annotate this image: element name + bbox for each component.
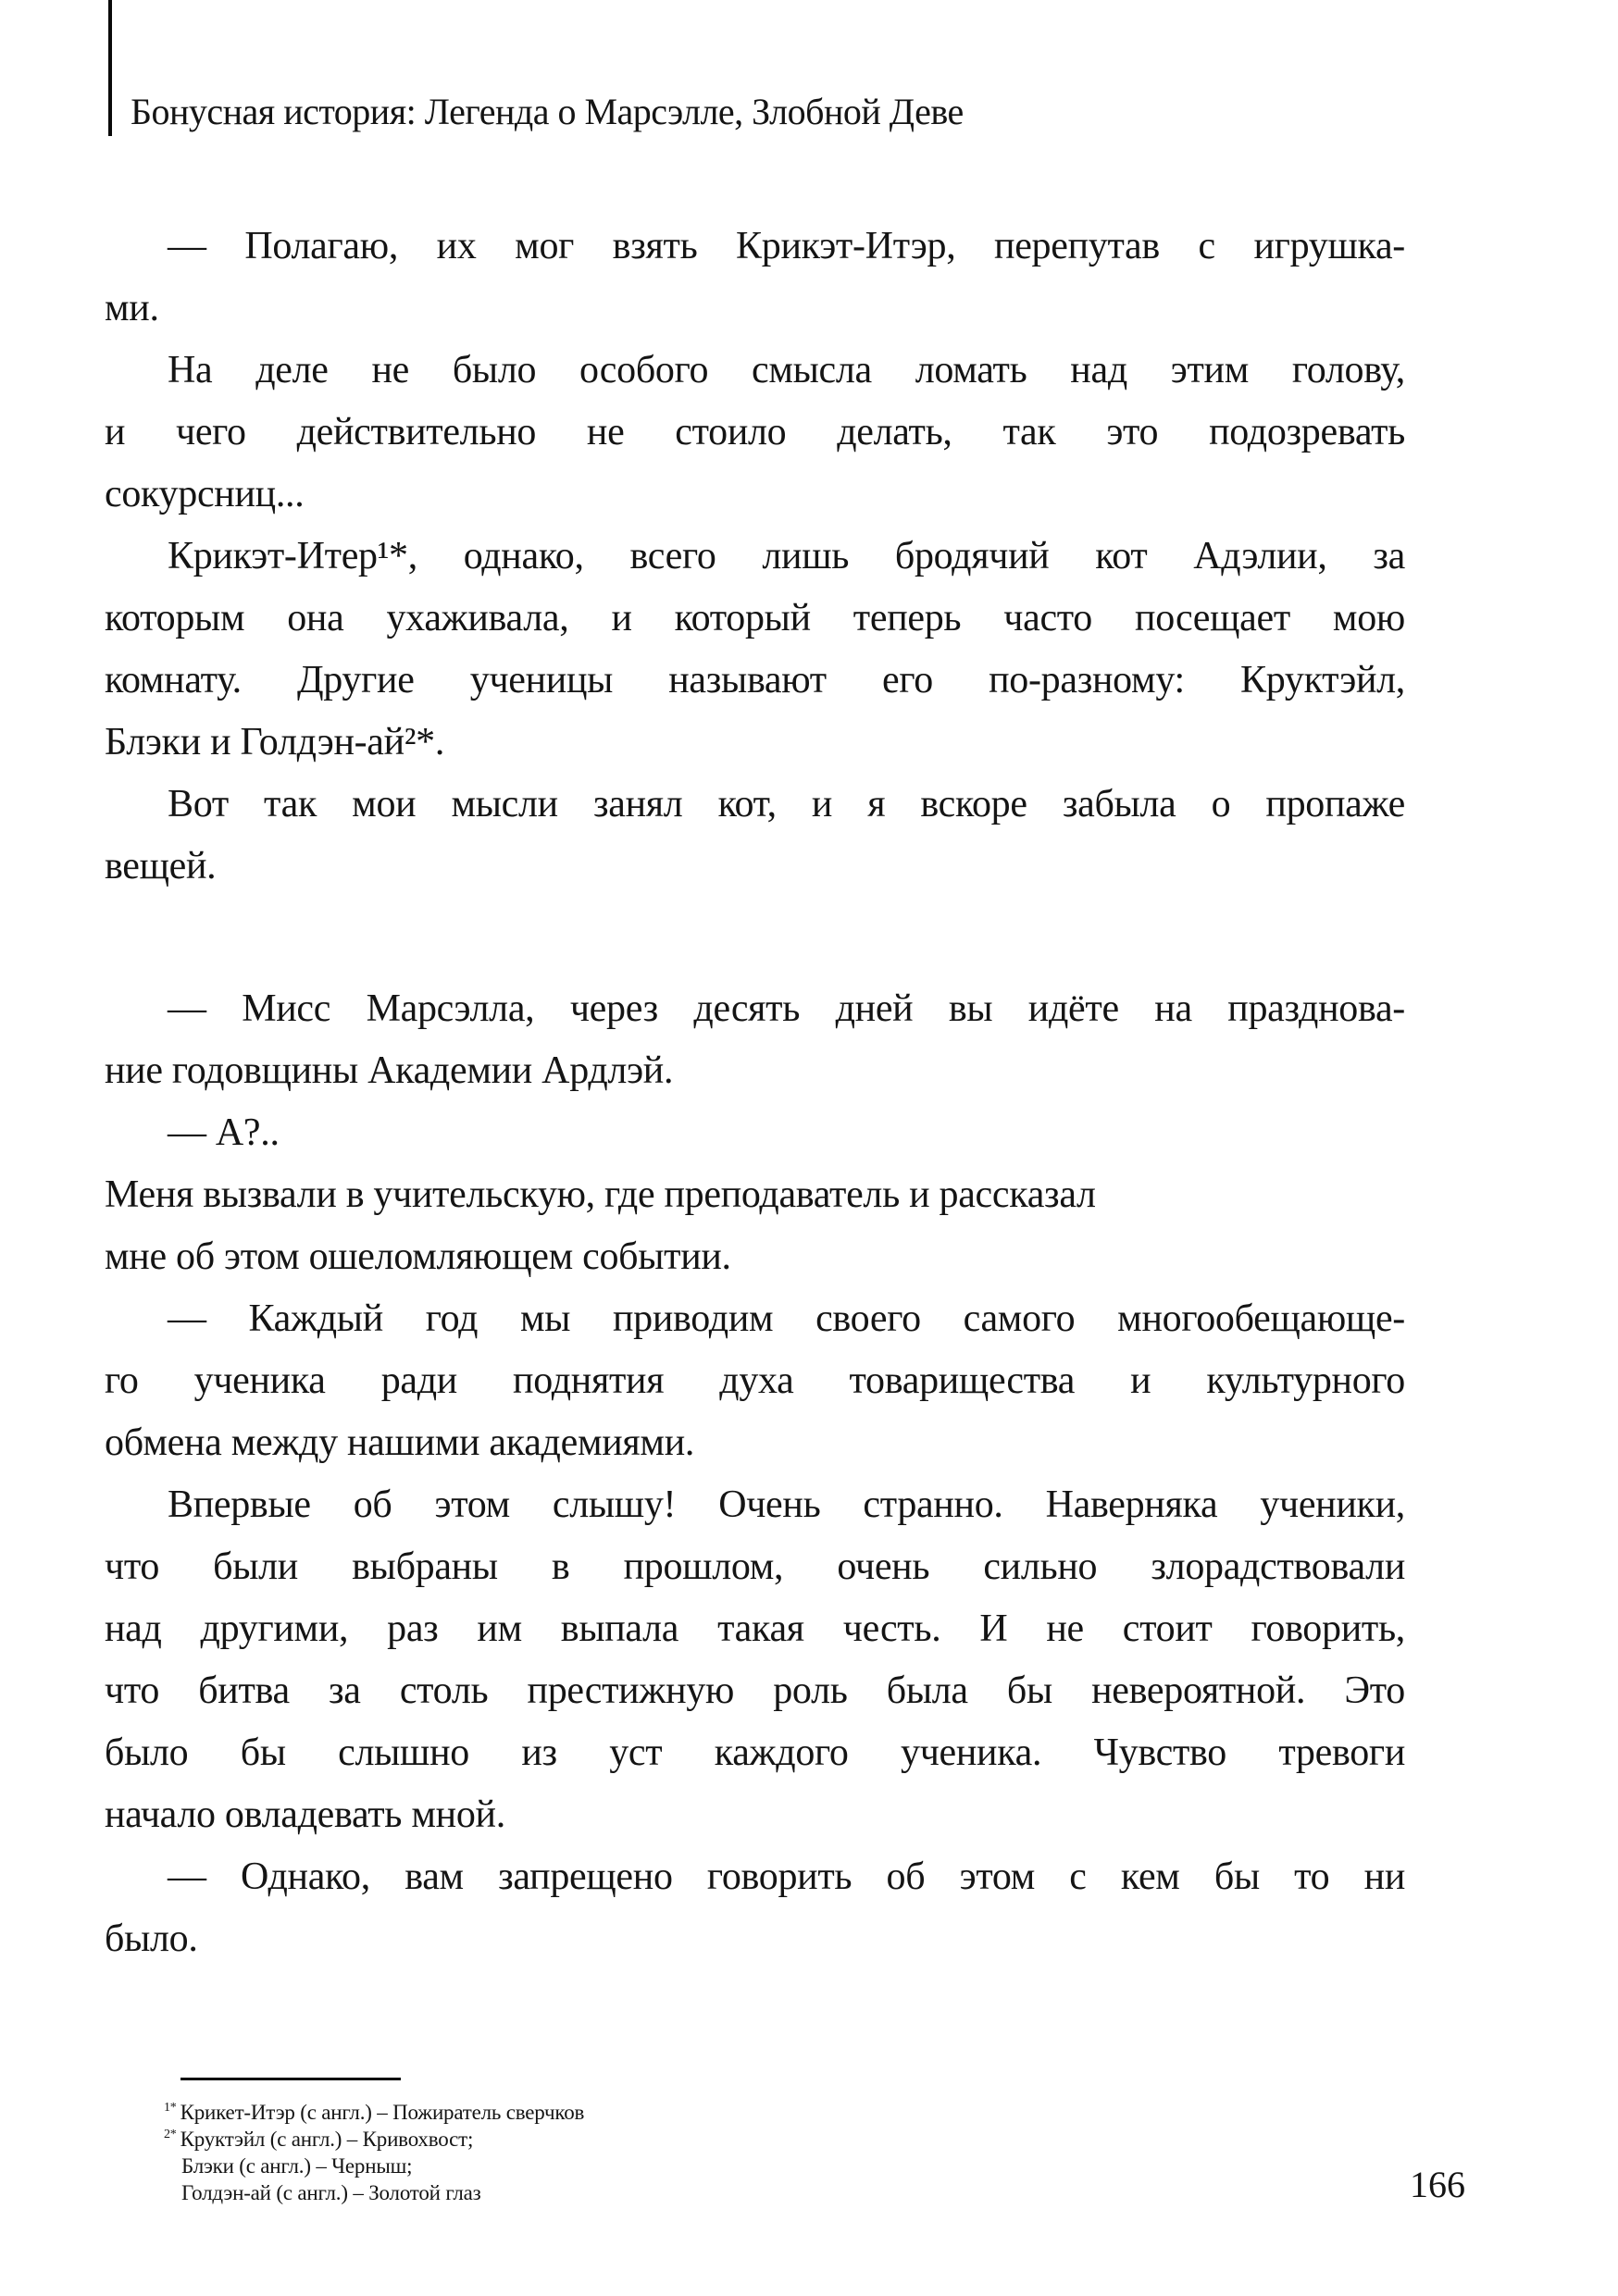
scene-break	[105, 898, 1405, 978]
footnote-marker: 2*	[164, 2128, 177, 2142]
text-line: — Каждый год мы приводим своего самого многообещающе-	[168, 1297, 1405, 1340]
text-line: На деле не было особого смысла ломать над этим голову,	[168, 349, 1405, 391]
body-text	[105, 216, 1405, 1970]
text-line: го ученика ради поднятия духа товарищества и культурного	[105, 1359, 1405, 1402]
footnote-separator	[180, 2078, 401, 2080]
text-line: вещей.	[105, 845, 217, 887]
footnote: Блэки (с англ.) – Черныш;	[181, 2154, 413, 2178]
text-line: над другими, раз им выпала такая честь. И не стоит говорить,	[105, 1607, 1405, 1650]
text-line: — А?..	[168, 1111, 280, 1154]
footnote: $^{1*}$ Крикет-Итэр (с англ.) – Пожиратель сверчков	[164, 2101, 585, 2124]
footnotes-list	[164, 2099, 584, 2206]
text-line: и чего действительно не стоило делать, так это подозревать	[105, 411, 1405, 453]
text-line: сокурсниц...	[105, 473, 305, 515]
text-line: было бы слышно из уст каждого ученика. Чувство тревоги	[105, 1731, 1405, 1774]
text-line: — Мисс Марсэлла, через десять дней вы идёте на празднова-	[168, 987, 1405, 1030]
text-line: — Полагаю, их мог взять Крикэт-Итэр, перепутав с игрушка-	[168, 225, 1405, 267]
text-line: комнату. Другие ученицы называют его по-разному: Круктэйл,	[105, 659, 1405, 701]
text-line: ми.	[105, 287, 159, 329]
text-line: мне об этом ошеломляющем событии.	[105, 1235, 731, 1278]
chapter-header: Бонусная история: Легенда о Марсэлле, Злобной Деве	[131, 91, 964, 132]
footnote-marker: 1*	[164, 2101, 177, 2116]
text-line: Крикэт-Итер¹*, однако, всего лишь бродячий кот Адэлии, за	[168, 535, 1405, 577]
text-line: Блэки и Голдэн-ай²*.	[105, 721, 445, 763]
text-line: ние годовщины Академии Ардлэй.	[105, 1049, 674, 1092]
text-line: начало овладевать мной.	[105, 1793, 505, 1836]
text-line: Впервые об этом слышу! Очень странно. Наверняка ученики,	[168, 1483, 1405, 1526]
text-line: что битва за столь престижную роль была бы невероятной. Это	[105, 1669, 1405, 1712]
text-line: Вот так мои мысли занял кот, и я вскоре забыла о пропаже	[168, 783, 1405, 825]
text-line: что были выбраны в прошлом, очень сильно злорадствовали	[105, 1545, 1405, 1588]
text-line: Меня вызвали в учительскую, где преподаватель и рассказал	[105, 1173, 1096, 1216]
text-line: которым она ухаживала, и который теперь часто посещает мою	[105, 597, 1405, 639]
footnote: Голдэн-ай (с англ.) – Золотой глаз	[181, 2181, 481, 2204]
footnotes	[164, 2078, 584, 2206]
text-line: было.	[105, 1917, 198, 1960]
page-number: 166	[1410, 2164, 1465, 2205]
footnote: $^{2*}$ Круктэйл (с англ.) – Кривохвост;	[164, 2128, 474, 2151]
text-line: обмена между нашими академиями.	[105, 1421, 695, 1464]
text-line: — Однако, вам запрещено говорить об этом с кем бы то ни	[168, 1855, 1405, 1898]
header-vertical-rule	[108, 0, 112, 136]
